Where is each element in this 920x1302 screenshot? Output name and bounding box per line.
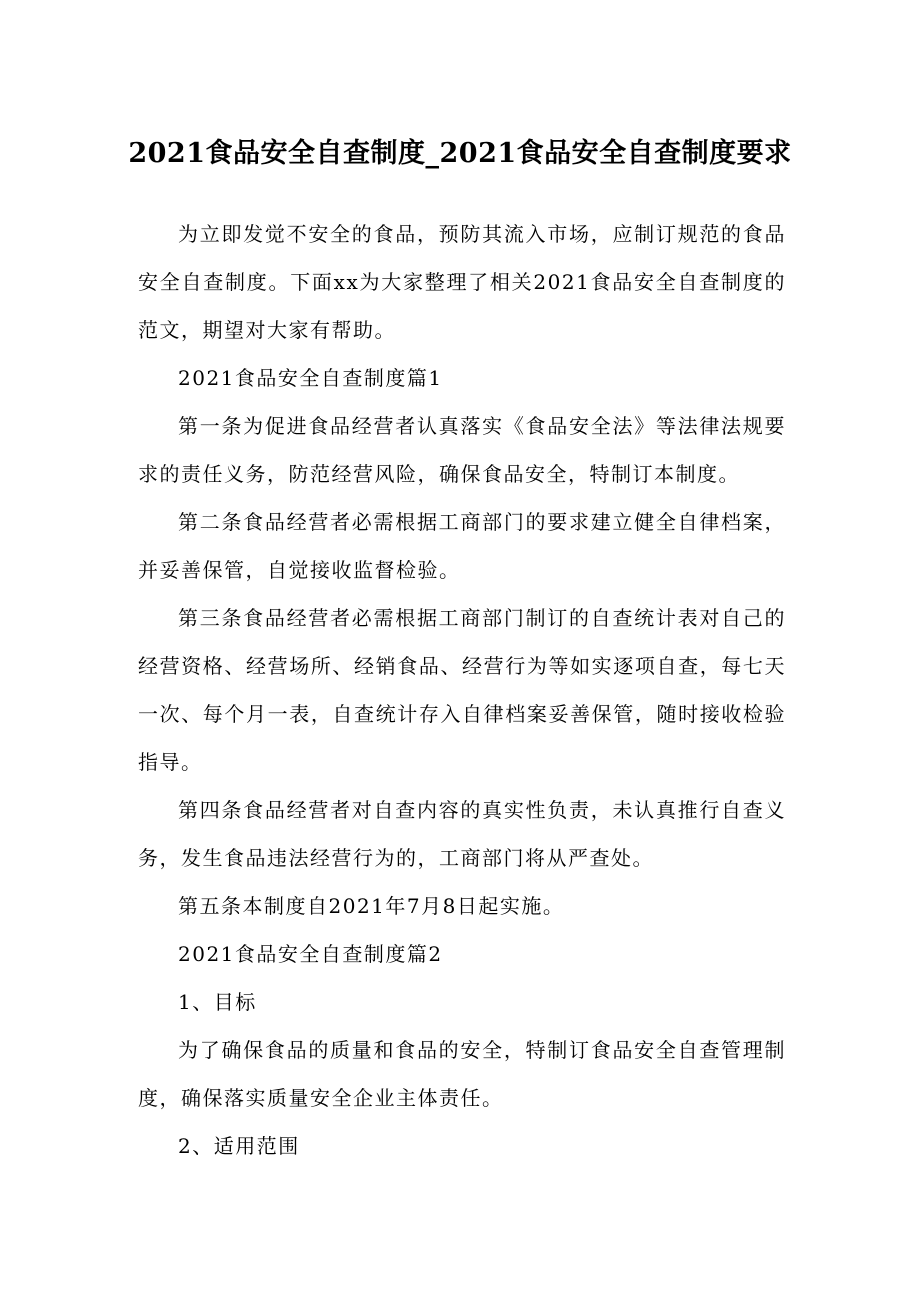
paragraph-article-5: 第五条本制度自2021年7月8日起实施。 (178, 894, 565, 918)
paragraph-goal: 为了确保食品的质量和食品的安全，特制订食品安全自查管理制度，确保落实质量安全企业主体责任。 (138, 1038, 786, 1110)
paragraph-article-4: 第四条食品经营者对自查内容的真实性负责，未认真推行自查义务，发生食品违法经营行为的，工商部门将从严查处。 (138, 798, 786, 870)
section-heading-part-1: 2021食品安全自查制度篇1 (178, 366, 443, 390)
subheading-scope: 2、适用范围 (178, 1134, 300, 1158)
document-title: 2021食品安全自查制度_2021食品安全自查制度要求 (128, 138, 792, 170)
document-body (138, 210, 786, 1170)
paragraph-article-3: 第三条食品经营者必需根据工商部门制订的自查统计表对自己的经营资格、经营场所、经销食品、经营行为等如实逐项自查，每七天一次、每个月一表，自查统计存入自律档案妥善保管，随时接收检验指导。 (138, 606, 786, 774)
section-heading-part-2: 2021食品安全自查制度篇2 (178, 942, 443, 966)
paragraph-article-2: 第二条食品经营者必需根据工商部门的要求建立健全自律档案，并妥善保管，自觉接收监督检验。 (138, 510, 786, 582)
paragraph-article-1: 第一条为促进食品经营者认真落实《食品安全法》等法律法规要求的责任义务，防范经营风险，确保食品安全，特制订本制度。 (138, 414, 786, 486)
subheading-goal: 1、目标 (178, 990, 257, 1014)
paragraph-intro: 为立即发觉不安全的食品，预防其流入市场，应制订规范的食品安全自查制度。下面xx为大家整理了相关2021食品安全自查制度的范文，期望对大家有帮助。 (138, 222, 786, 342)
